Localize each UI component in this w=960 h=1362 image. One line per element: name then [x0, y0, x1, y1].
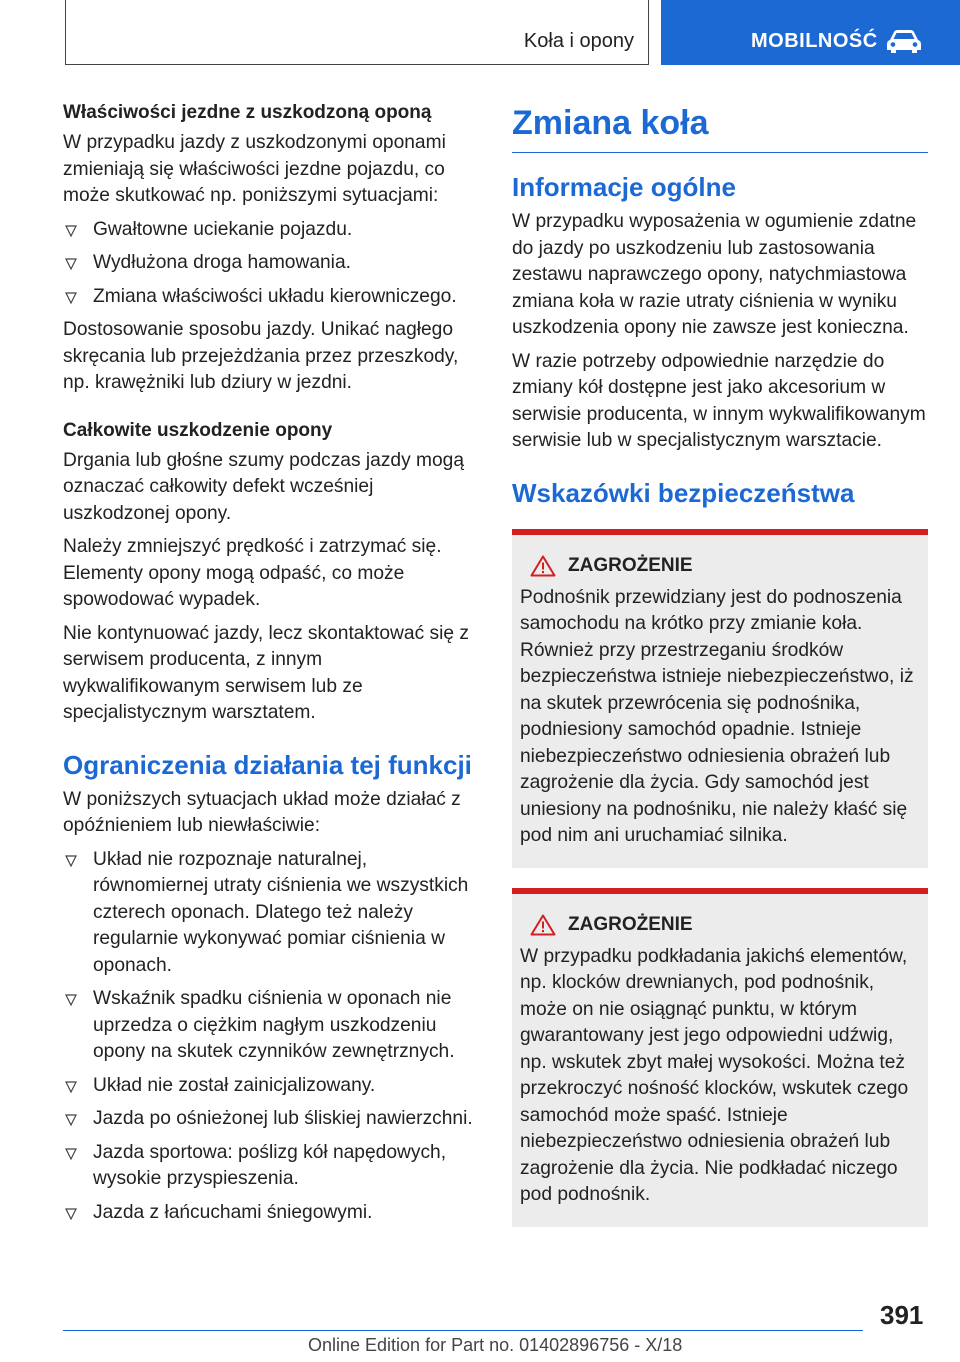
car-icon [884, 28, 924, 54]
bullet-list [63, 847, 481, 1227]
warning-label: ZAGROŻENIE [568, 554, 693, 576]
paragraph: W poniższych sytuacjach układ może działać z opóźnieniem lub niewłaściwie: [63, 788, 461, 836]
triangle-bullet-icon [65, 258, 77, 270]
triangle-bullet-icon [65, 225, 77, 237]
paragraph: Nie kontynuować jazdy, lecz skontaktować się z serwisem producenta, z innym wykwalifikowanym serwisem lub ze specjalistycznym warsztatem. [63, 622, 469, 723]
left-column [63, 100, 481, 1233]
paragraph: W przypadku wyposażenia w ogumienie zdatne do jazdy po uszkodzeniu lub zastosowania zestawu naprawczego opony, natychmiastowa zmiana koła w razie utraty ciśnienia w wyniku uszkodzenia opony nie zawsze jest konieczna. [512, 211, 917, 338]
header-section-title: Koła i opony [523, 30, 634, 52]
right-column [512, 100, 928, 1227]
section-title: Informacje ogólne [512, 172, 736, 202]
triangle-bullet-icon [65, 855, 77, 867]
list-item: Jazda z łańcuchami śniegowymi. [63, 1200, 481, 1227]
triangle-bullet-icon [65, 292, 77, 304]
warning-box [512, 888, 928, 1227]
header-section-box [65, 0, 649, 65]
page-title: Zmiana koła [512, 100, 928, 153]
list-item: Układ nie został zainicjalizowany. [63, 1073, 481, 1100]
triangle-bullet-icon [65, 1114, 77, 1126]
paragraph: Drgania lub głośne szumy podczas jazdy mogą oznaczać całkowity defekt wcześniej uszkodzonej opony. [63, 449, 465, 524]
warning-triangle-icon [530, 555, 556, 577]
bullet-list [63, 217, 481, 311]
section-heading: Właściwości jezdne z uszkodzoną oponą [63, 102, 432, 123]
warning-text: Podnośnik przewidziany jest do podnoszenia samochodu na krótko przy zmianie koła. Również przy przestrzeganiu środków bezpieczeństwa istnieje niebezpieczeństwo, iż na skutek przewrócenia się podnośnika, podniesiony samochód opadnie. Istnieje niebezpieczeństwo odniesienia obrażeń lub zagrożenie dla życia. Gdy samochód jest uniesiony na podnośniku, nie należy kłaść się pod nim ani uruchamiać silnika. [520, 586, 914, 846]
warning-text: W przypadku podkładania jakichś elementów, np. klocków drewnianych, pod podnośnik, może on nie osiągnąć punktu, w którym gwarantowany jest jego odpowiedni udźwig, np. wskutek zbyt małej wysokości. Można też przekroczyć nośność klocków, wskutek czego samochód może spaść. Istnieje niebezpieczeństwo odniesienia obrażeń lub zagrożenie dla życia. Nie podkładać niczego pod podnośnik. [520, 945, 909, 1205]
warning-label: ZAGROŻENIE [568, 913, 693, 935]
list-item: Wydłużona droga hamowania. [63, 250, 481, 277]
header-chapter-title: MOBILNOŚĆ [751, 30, 878, 52]
section-heading: Całkowite uszkodzenie opony [63, 419, 333, 441]
list-item: Wskaźnik spadku ciśnienia w oponach nie uprzedza o ciężkim nagłym uszkodzeniu opony na skutek czynników zewnętrznych. [63, 986, 481, 1066]
list-item: Gwałtowne uciekanie pojazdu. [63, 217, 481, 244]
paragraph: Dostosowanie sposobu jazdy. Unikać nagłego skręcania lub przejeżdżania przez przeszkody, np. krawężniki lub dziury w jezdni. [63, 319, 459, 393]
list-item: Jazda sportowa: poślizg kół napędowych, wysokie przyspieszenia. [63, 1140, 481, 1193]
footer-divider [63, 1330, 863, 1331]
paragraph: W razie potrzeby odpowiednie narzędzie do zmiany kół dostępne jest jako akcesorium w serwisie producenta, w innym wykwalifikowanym serwisie lub w specjalistycznym warsztacie. [512, 350, 926, 451]
triangle-bullet-icon [65, 1148, 77, 1160]
triangle-bullet-icon [65, 994, 77, 1006]
paragraph: W przypadku jazdy z uszkodzonymi oponami zmieniają się właściwości jezdne pojazdu, co może skutkować np. poniższymi sytuacjami: [63, 132, 446, 206]
footer-edition: Online Edition for Part no. 01402896756 - X/18 [308, 1335, 683, 1355]
header-chapter-tab [661, 0, 960, 65]
paragraph: Należy zmniejszyć prędkość i zatrzymać się. Elementy opony mogą odpaść, co może spowodować wypadek. [63, 536, 442, 610]
list-item: Jazda po ośnieżonej lub śliskiej nawierzchni. [63, 1106, 481, 1133]
list-item: Układ nie rozpoznaje naturalnej, równomiernej utraty ciśnienia we wszystkich czterech oponach. Dlatego też należy regularnie wykonywać pomiar ciśnienia w oponach. [63, 847, 481, 980]
page-number: 391 [880, 1300, 924, 1330]
triangle-bullet-icon [65, 1208, 77, 1220]
warning-triangle-icon [530, 914, 556, 936]
triangle-bullet-icon [65, 1081, 77, 1093]
section-title: Wskazówki bezpieczeństwa [512, 477, 855, 508]
section-title: Ograniczenia działania tej funkcji [63, 749, 472, 780]
list-item: Zmiana właściwości układu kierowniczego. [63, 284, 481, 311]
warning-box [512, 529, 928, 868]
